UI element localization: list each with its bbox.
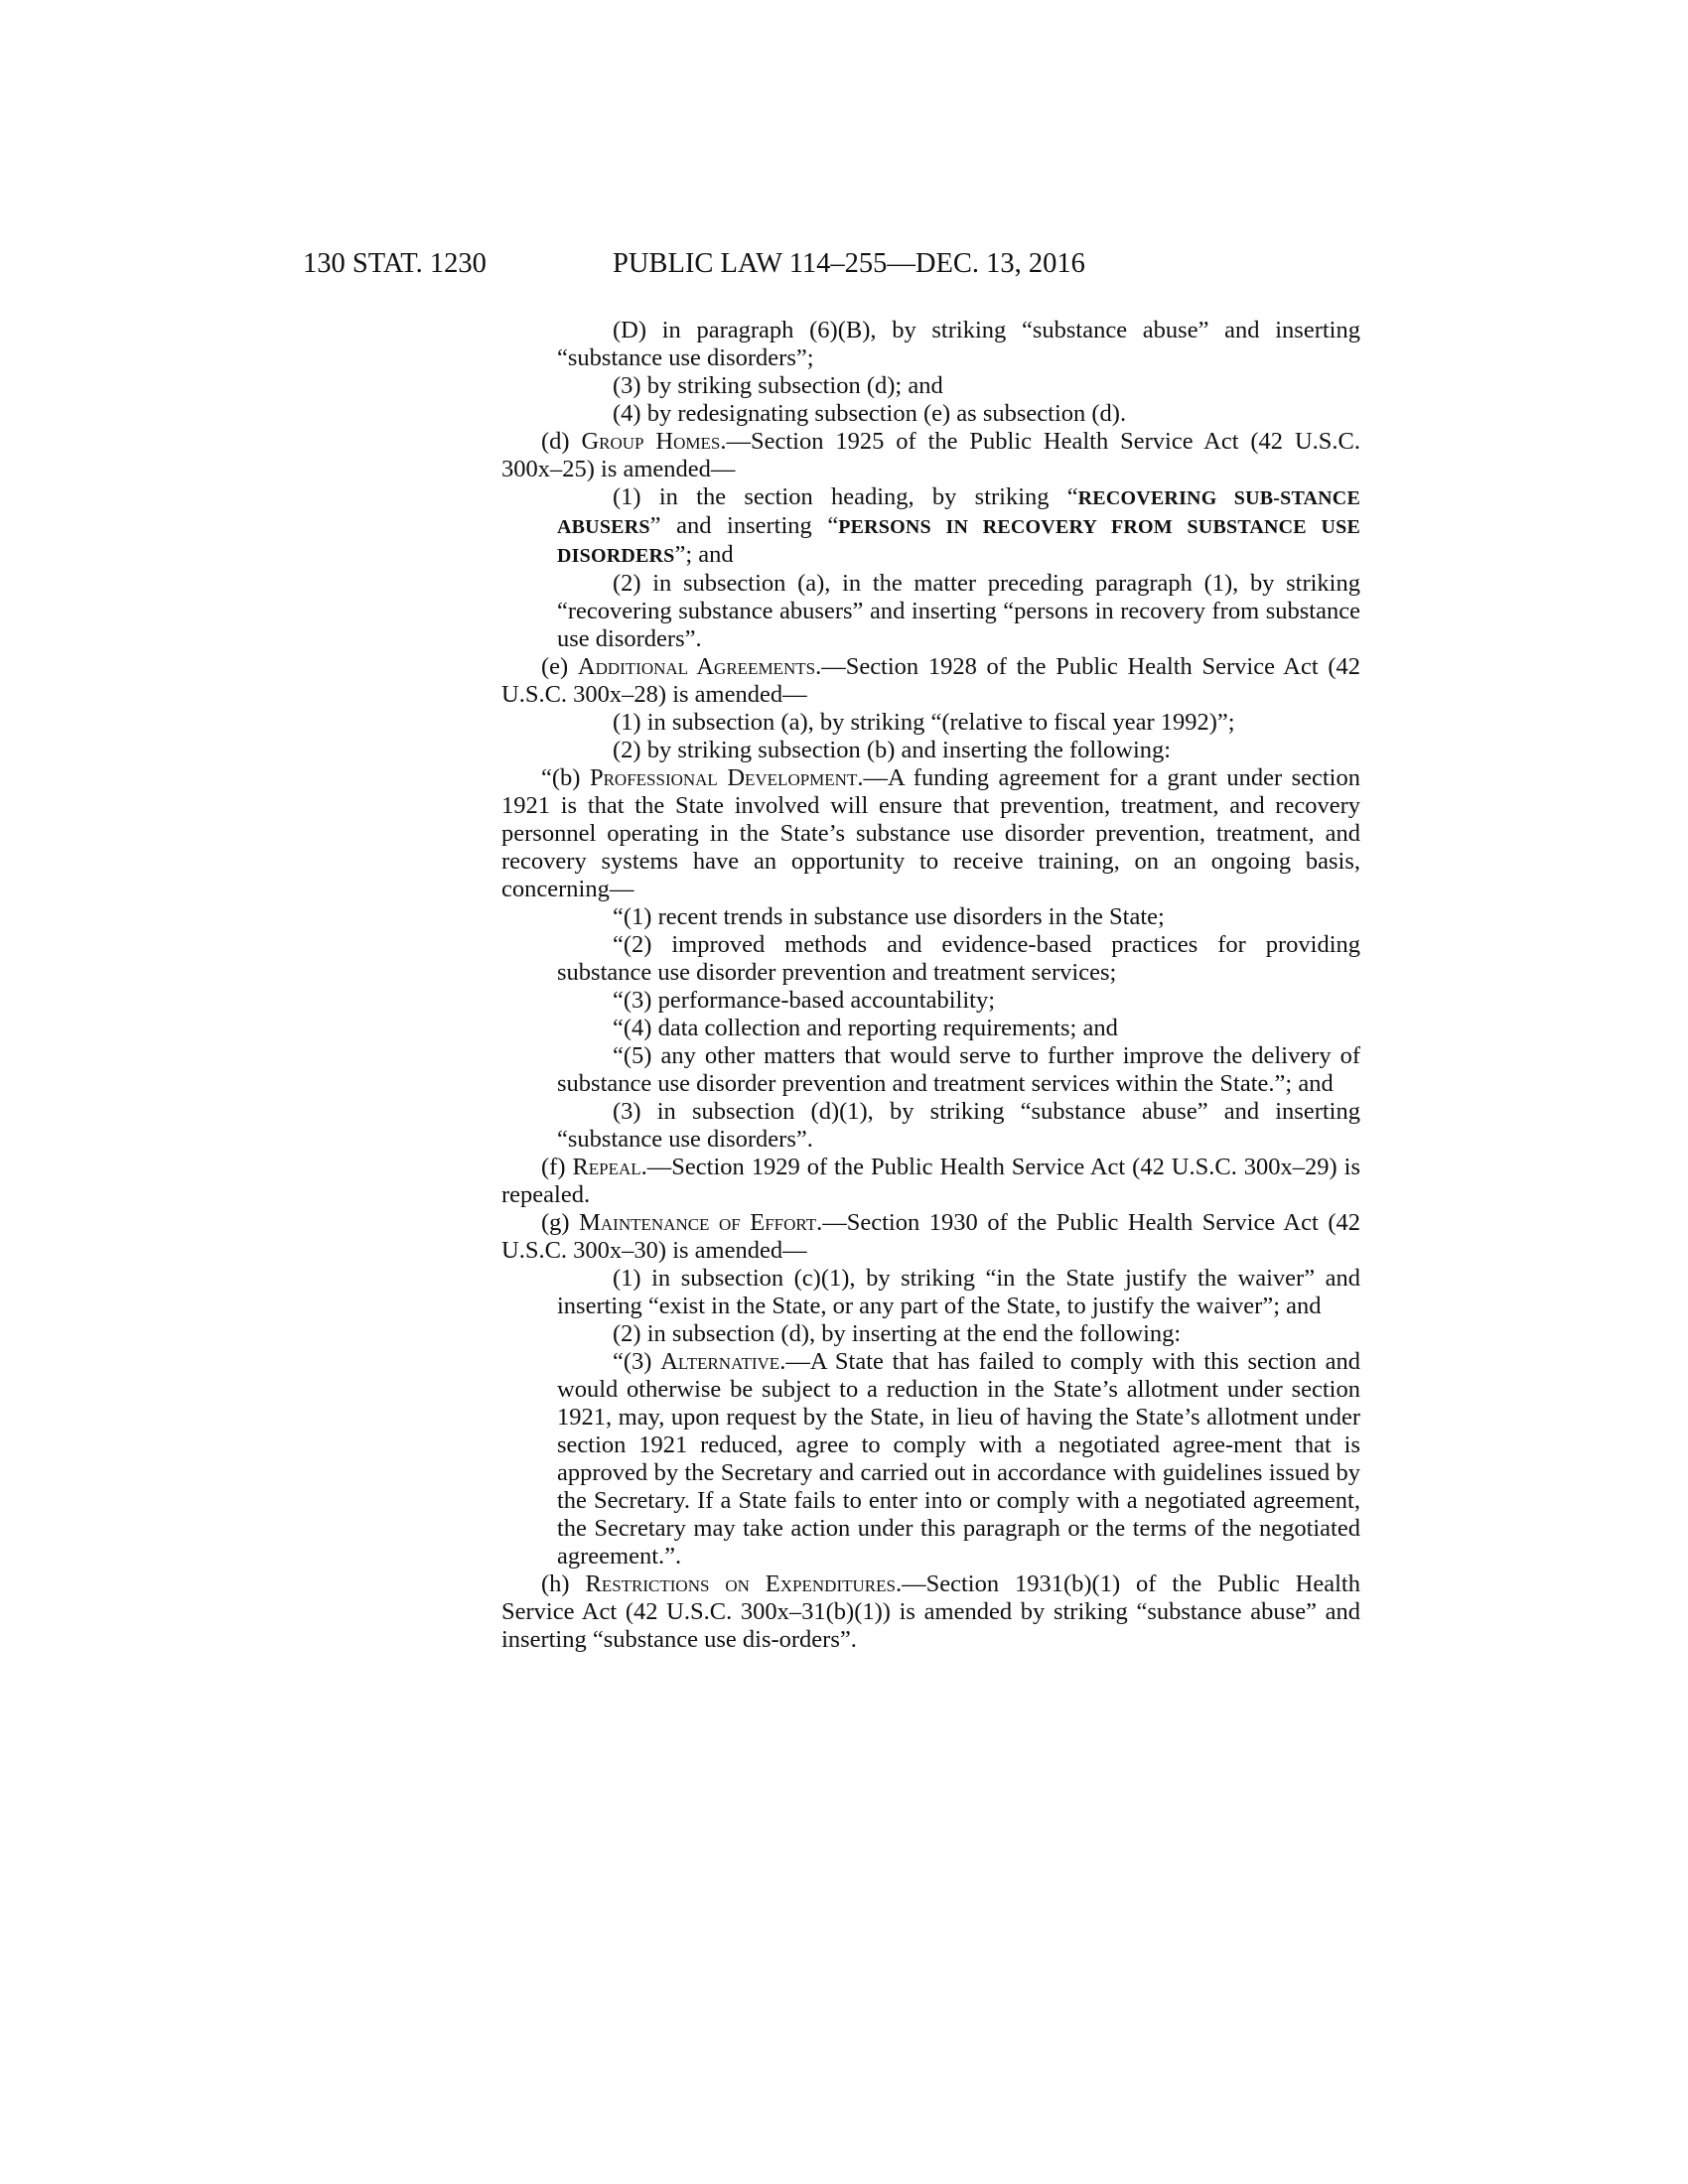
paragraph-2-striking-b: (2) by striking subsection (b) and inserting the following: bbox=[613, 737, 1172, 763]
section-d-group-homes: (d) Group Homes.—Section 1925 of the Public Health Service Act (42 U.S.C. 300x–25) is amended— bbox=[501, 428, 1360, 482]
struck-heading: RECOVERING SUB-STANCE ABUSERS bbox=[557, 487, 1360, 538]
item-2-improved-methods: “(2) improved methods and evidence-based practices for providing substance use disorder prevention and treatment services; bbox=[557, 931, 1360, 986]
statute-page-number: 130 STAT. 1230 bbox=[303, 248, 487, 279]
inserted-3-alternative: “(3) Alternative.—A State that has failed to comply with this section and would otherwise be subject to a reduction in the State’s allotment under section 1921, may, upon request by the State, in lieu of having the State’s allotment under section 1921 reduced, agree to comply with a negotiated agree-ment that is approved by the Secretary and carried out in accordance with guidelines issued by the Secretary. If a State fails to enter into or comply with a negotiated agreement, the Secretary may take action under this paragraph or the terms of the negotiated agreement.”. bbox=[557, 1348, 1360, 1570]
item-1-recent-trends: “(1) recent trends in substance use disorders in the State; bbox=[613, 903, 1165, 930]
running-header bbox=[303, 248, 1360, 288]
paragraph-2-subsection-d: (2) in subsection (d), by inserting at the end the following: bbox=[613, 1320, 1182, 1347]
inserted-heading: PERSONS IN RECOVERY FROM SUBSTANCE USE DISORDERS bbox=[557, 516, 1360, 567]
section-heading: Maintenance of Effort bbox=[579, 1209, 817, 1236]
section-h-restrictions: (h) Restrictions on Expenditures.—Section 1931(b)(1) of the Public Health Service Act (42 U.S.C. 300x–31(b)(1)) is amended by striking “substance abuse” and inserting “substance use dis-orders”. bbox=[501, 1570, 1360, 1653]
section-e-additional-agreements: (e) Additional Agreements.—Section 1928 of the Public Health Service Act (42 U.S.C. 300x–28) is amended— bbox=[501, 653, 1360, 708]
paragraph-3-striking-d: (3) by striking subsection (d); and bbox=[613, 372, 943, 399]
item-4-data-collection: “(4) data collection and reporting requirements; and bbox=[613, 1015, 1118, 1041]
paragraph-1-section-heading: (1) in the section heading, by striking “RECOVERING SUB-STANCE ABUSERS” and inserting “PERSONS IN RECOVERY FROM SUBSTANCE USE DISORDERS”; and bbox=[557, 483, 1360, 568]
paragraph-d-6b: (D) in paragraph (6)(B), by striking “substance abuse” and inserting “substance use disorders”; bbox=[557, 317, 1360, 371]
section-heading: Repeal bbox=[572, 1154, 641, 1180]
paragraph-2-subsection-a: (2) in subsection (a), in the matter preceding paragraph (1), by striking “recovering substance abusers” and inserting “persons in recovery from substance use disorders”. bbox=[557, 570, 1360, 652]
section-heading: Professional Development bbox=[589, 764, 858, 791]
paragraph-4-redesignating: (4) by redesignating subsection (e) as subsection (d). bbox=[613, 400, 1127, 427]
public-law-title: PUBLIC LAW 114–255—DEC. 13, 2016 bbox=[613, 248, 1085, 279]
item-5-other-matters: “(5) any other matters that would serve to further improve the delivery of substance use disorder prevention and treatment services within the State.”; and bbox=[557, 1042, 1360, 1097]
paragraph-3-subsection-d1: (3) in subsection (d)(1), by striking “substance abuse” and inserting “substance use disorders”. bbox=[557, 1098, 1360, 1153]
item-3-performance: “(3) performance-based accountability; bbox=[613, 987, 996, 1014]
section-g-maintenance-of-effort: (g) Maintenance of Effort.—Section 1930 of the Public Health Service Act (42 U.S.C. 300x–30) is amended— bbox=[501, 1209, 1360, 1264]
document-body bbox=[501, 317, 1360, 1654]
section-f-repeal: (f) Repeal.—Section 1929 of the Public Health Service Act (42 U.S.C. 300x–29) is repealed. bbox=[501, 1154, 1360, 1208]
section-heading: Additional Agreements bbox=[577, 653, 816, 680]
paragraph-1-subsection-c1: (1) in subsection (c)(1), by striking “in the State justify the waiver” and inserting “exist in the State, or any part of the State, to justify the waiver”; and bbox=[557, 1265, 1360, 1319]
section-heading: Restrictions on Expenditures bbox=[585, 1570, 896, 1597]
inserted-b-professional-development: “(b) Professional Development.—A funding agreement for a grant under section 1921 is that the State involved will ensure that prevention, treatment, and recovery personnel operating in the State’s substance use disorder prevention, treatment, and recovery systems have an opportunity to receive training, on an ongoing basis, concerning— bbox=[501, 764, 1360, 902]
section-heading: Group Homes bbox=[581, 428, 721, 455]
section-heading: Alternative bbox=[660, 1348, 780, 1375]
paragraph-1-relative-fiscal-year: (1) in subsection (a), by striking “(relative to fiscal year 1992)”; bbox=[613, 709, 1235, 736]
